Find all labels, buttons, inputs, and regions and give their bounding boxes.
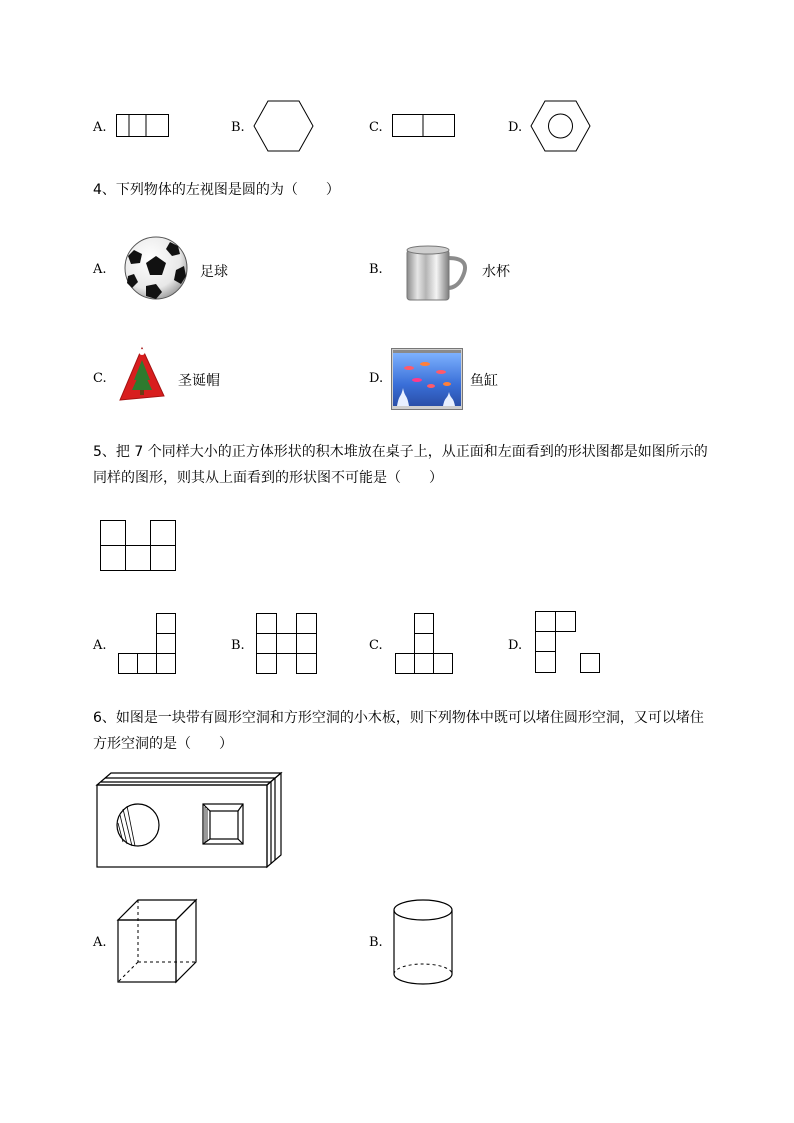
q3-option-d-hexagon-circle: [530, 100, 592, 152]
q5-question-line1: 5、把 7 个同样大小的正方体形状的积木堆放在桌子上，从正面和左面看到的形状图都是如图所示的: [93, 444, 708, 460]
q5-option-c-label[interactable]: C.: [369, 638, 383, 653]
q5-option-b-label[interactable]: B.: [231, 638, 245, 653]
q4-option-d-label[interactable]: D.: [369, 371, 384, 386]
q4-option-b-label[interactable]: B.: [369, 262, 383, 277]
q5-option-a-figure: [118, 613, 178, 675]
q3-option-d-label[interactable]: D.: [508, 120, 523, 135]
q5-option-d-label[interactable]: D.: [508, 638, 523, 653]
q4-option-c-text: 圣诞帽: [178, 373, 220, 389]
soccer-ball-icon: [124, 236, 188, 300]
q3-option-c-figure: [392, 114, 456, 138]
q5-option-b-figure: [256, 613, 320, 675]
q4-option-b-text: 水杯: [482, 264, 510, 280]
q6-wooden-board-figure: [95, 771, 285, 871]
q3-option-b-label[interactable]: B.: [231, 120, 245, 135]
q4-option-a-label[interactable]: A.: [93, 262, 107, 277]
q6-option-a-label[interactable]: A.: [93, 935, 107, 950]
q6-question-line1: 6、如图是一块带有圆形空洞和方形空洞的小木板，则下列物体中既可以堵住圆形空洞，又可以堵住: [93, 710, 704, 726]
steel-mug-icon: [404, 244, 468, 302]
q3-option-b-hexagon: [253, 100, 315, 152]
q3-option-c-label[interactable]: C.: [369, 120, 383, 135]
q6-option-b-cylinder: [392, 898, 454, 988]
q6-option-b-label[interactable]: B.: [369, 935, 383, 950]
q4-question-text: 4、下列物体的左视图是圆的为（ ）: [93, 182, 340, 198]
q6-question-line2: 方形空洞的是（ ）: [93, 736, 233, 752]
q6-option-a-cube: [116, 898, 198, 984]
q4-option-c-label[interactable]: C.: [93, 371, 107, 386]
christmas-hat-icon: [118, 346, 166, 404]
q5-front-left-view-figure: [100, 520, 178, 572]
q5-option-a-label[interactable]: A.: [93, 638, 107, 653]
q4-option-a-text: 足球: [200, 264, 228, 280]
q3-option-a-figure: [116, 114, 170, 138]
q4-option-d-text: 鱼缸: [470, 373, 498, 389]
fish-tank-icon: [391, 348, 463, 410]
q3-option-a-label[interactable]: A.: [93, 120, 107, 135]
q5-option-d-figure: [535, 611, 603, 675]
q5-question-line2: 同样的图形，则其从上面看到的形状图不可能是（ ）: [93, 470, 443, 486]
q5-option-c-figure: [395, 613, 455, 675]
